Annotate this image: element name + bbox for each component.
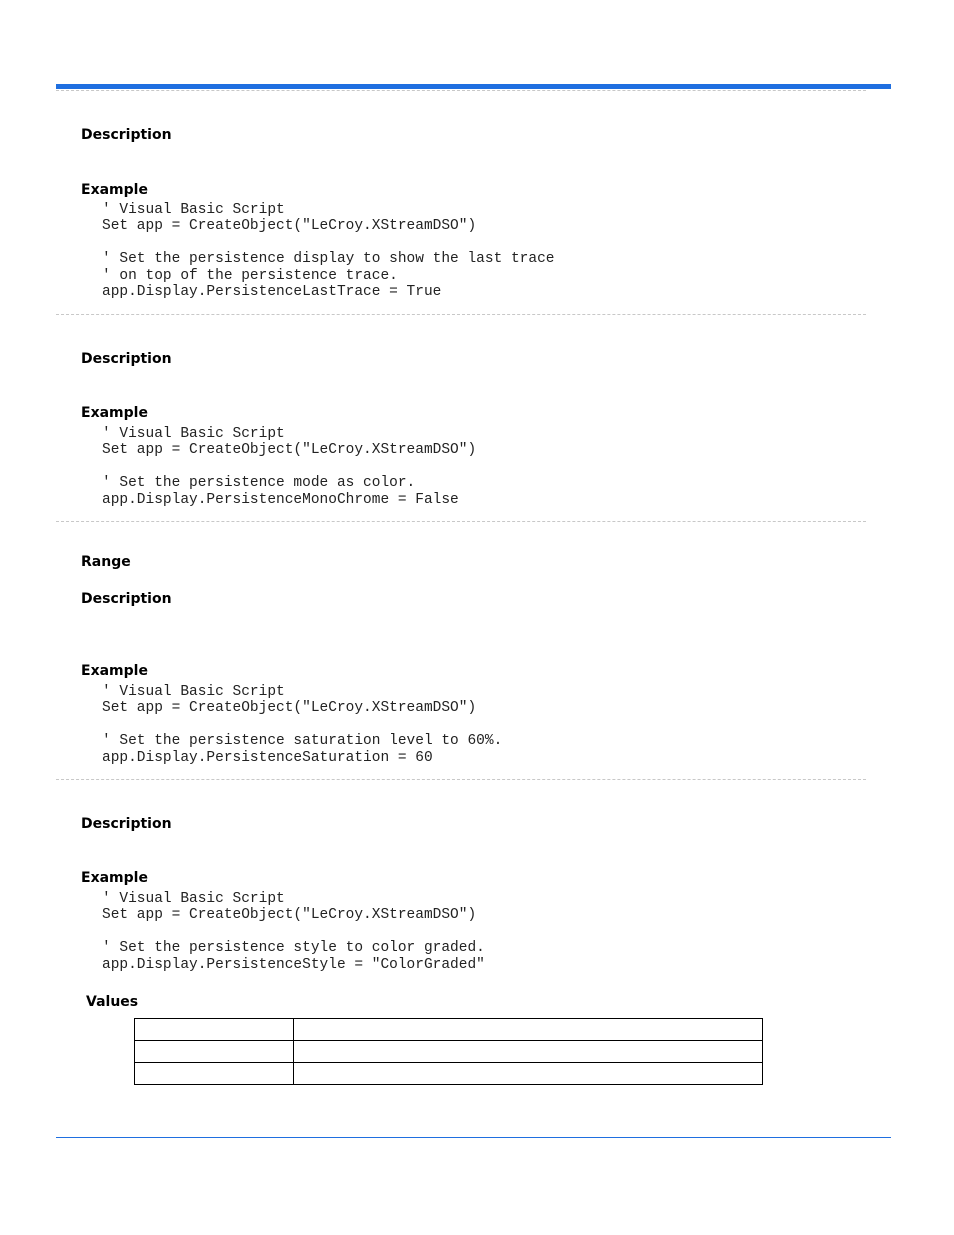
- table-cell: [294, 1041, 763, 1063]
- example-heading: Example: [81, 405, 148, 421]
- values-heading: Values: [86, 994, 139, 1010]
- section-separator: [56, 314, 866, 315]
- footer-rule: [56, 1137, 891, 1138]
- description-heading: Description: [81, 591, 172, 607]
- header-accent-bar: [56, 84, 891, 89]
- section-separator: [56, 521, 866, 522]
- header-dashed-rule: [56, 90, 866, 91]
- table-cell: [294, 1019, 763, 1041]
- code-example: ' Visual Basic Script Set app = CreateObject("LeCroy.XStreamDSO") ' Set the persistence mode as color. app.Display.PersistenceMonoChrome = False: [102, 426, 477, 508]
- table-row: [135, 1041, 763, 1063]
- example-heading: Example: [81, 663, 148, 679]
- table-cell: [135, 1019, 294, 1041]
- code-example: ' Visual Basic Script Set app = CreateObject("LeCroy.XStreamDSO") ' Set the persistence saturation level to 60%. app.Display.PersistenceSaturation = 60: [102, 684, 503, 766]
- code-example: ' Visual Basic Script Set app = CreateObject("LeCroy.XStreamDSO") ' Set the persistence display to show the last trace ' on top of the persistence trace. app.Display.PersistenceLastTrace = True: [102, 202, 555, 301]
- example-heading: Example: [81, 870, 148, 886]
- description-heading: Description: [81, 127, 172, 143]
- code-example: ' Visual Basic Script Set app = CreateObject("LeCroy.XStreamDSO") ' Set the persistence style to color graded. app.Display.PersistenceStyle = "ColorGraded": [102, 891, 485, 973]
- values-table: [134, 1018, 763, 1085]
- description-heading: Description: [81, 351, 172, 367]
- description-heading: Description: [81, 816, 172, 832]
- table-cell: [294, 1063, 763, 1085]
- range-heading: Range: [81, 554, 131, 570]
- table-cell: [135, 1041, 294, 1063]
- table-row: [135, 1063, 763, 1085]
- section-separator: [56, 779, 866, 780]
- example-heading: Example: [81, 182, 148, 198]
- table-cell: [135, 1063, 294, 1085]
- table-row: [135, 1019, 763, 1041]
